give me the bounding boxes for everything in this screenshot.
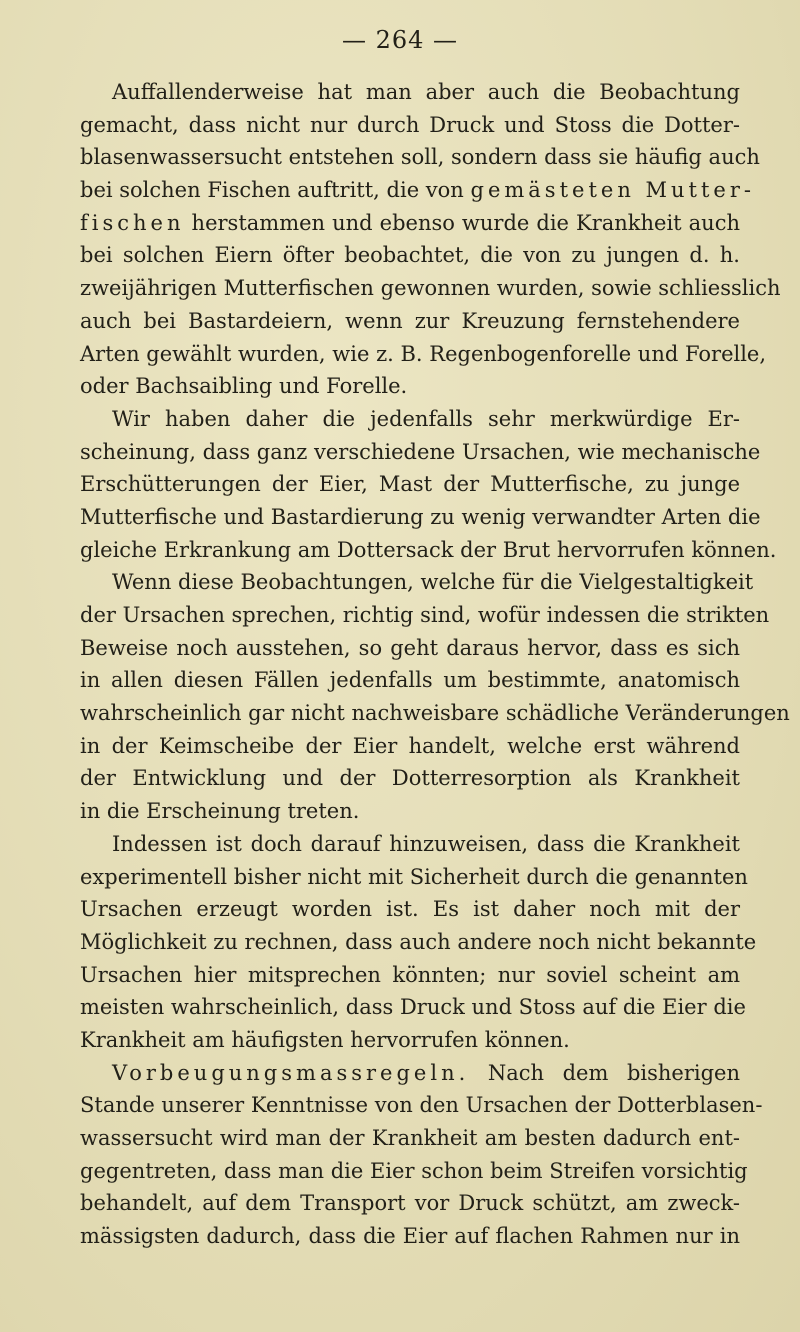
text-line: Arten gewählt wurden, wie z. B. Regenbogenforelle und Forelle, bbox=[80, 341, 767, 366]
text-line: bei solchen Eiern öfter beobachtet, die von zu jungen d. h. bbox=[80, 243, 740, 268]
text-line: gegentreten, dass man die Eier schon beim Streifen vorsichtig bbox=[80, 1158, 748, 1183]
text-line: blasenwassersucht entstehen soll, sondern dass sie häufig auch bbox=[80, 145, 760, 170]
line-fragment: herstammen und ebenso wurde die Krankheit auch bbox=[184, 210, 740, 235]
body-text bbox=[80, 76, 790, 1253]
text-line: gemacht, dass nicht nur durch Druck und Stoss die Dotter- bbox=[80, 112, 740, 137]
text-line: in die Erscheinung treten. bbox=[80, 799, 360, 824]
line-fragment: bei solchen Fischen auftritt, die von bbox=[80, 178, 471, 203]
text-line: meisten wahrscheinlich, dass Druck und Stoss auf die Eier die bbox=[80, 995, 746, 1020]
text-line: mässigsten dadurch, dass die Eier auf flachen Rahmen nur in bbox=[80, 1224, 740, 1249]
section-heading: Vorbeugungsmassregeln. bbox=[112, 1060, 470, 1085]
text-line: Mutterfische und Bastardierung zu wenig verwandter Arten die bbox=[80, 504, 761, 529]
line-fragment: Nach dem bisherigen bbox=[469, 1060, 740, 1085]
text-line: Auffallenderweise hat man aber auch die Beobachtung bbox=[112, 80, 740, 104]
page-number: — 264 — bbox=[341, 26, 459, 54]
text-line: in der Keimscheibe der Eier handelt, welche erst während bbox=[80, 733, 740, 758]
text-line: Ursachen hier mitsprechen könnten; nur soviel scheint am bbox=[80, 962, 740, 987]
text-line: Ursachen erzeugt worden ist. Es ist daher noch mit der bbox=[80, 897, 740, 922]
text-line: zweijährigen Mutterfischen gewonnen wurden, sowie schliesslich bbox=[80, 276, 781, 301]
emphasized-text: fischen bbox=[80, 210, 185, 235]
text-line: Wenn diese Beobachtungen, welche für die Vielgestaltigkeit bbox=[112, 570, 754, 595]
text-line: wassersucht wird man der Krankheit am besten dadurch ent- bbox=[80, 1126, 740, 1150]
text-line: Möglichkeit zu rechnen, dass auch andere noch nicht bekannte bbox=[80, 929, 757, 954]
text-line: oder Bachsaibling und Forelle. bbox=[80, 374, 408, 399]
text-line: Beweise noch ausstehen, so geht daraus hervor, dass es sich bbox=[80, 635, 740, 660]
text-line: wahrscheinlich gar nicht nachweisbare schädliche Veränderungen bbox=[80, 701, 790, 726]
text-line: scheinung, dass ganz verschiedene Ursachen, wie mechanische bbox=[80, 439, 761, 464]
text-line bbox=[80, 1057, 740, 1090]
text-line: Wir haben daher die jedenfalls sehr merkwürdige Er- bbox=[112, 406, 740, 431]
text-line: der Ursachen sprechen, richtig sind, wofür indessen die strikten bbox=[80, 603, 770, 627]
text-line: behandelt, auf dem Transport vor Druck schützt, am zweck- bbox=[80, 1191, 740, 1216]
text-line: Stande unserer Kenntnisse von den Ursachen der Dotterblasen- bbox=[80, 1093, 763, 1118]
text-line: auch bei Bastardeiern, wenn zur Kreuzung fernstehendere bbox=[80, 308, 740, 333]
text-line: Erschütterungen der Eier, Mast der Mutterfische, zu junge bbox=[80, 472, 740, 497]
text-line: Indessen ist doch darauf hinzuweisen, dass die Krankheit bbox=[112, 831, 740, 856]
text-line bbox=[80, 207, 740, 240]
text-line: in allen diesen Fällen jedenfalls um bestimmte, anatomisch bbox=[80, 668, 740, 693]
text-line: experimentell bisher nicht mit Sicherheit durch die genannten bbox=[80, 864, 748, 889]
text-line: Krankheit am häufigsten hervorrufen können. bbox=[80, 1027, 570, 1052]
text-line bbox=[80, 174, 755, 207]
emphasized-text: gemästeten Mutter- bbox=[470, 178, 755, 203]
text-line: gleiche Erkrankung am Dottersack der Brut hervorrufen können. bbox=[80, 537, 777, 562]
text-line: der Entwicklung und der Dotterresorption als Krankheit bbox=[80, 766, 740, 791]
